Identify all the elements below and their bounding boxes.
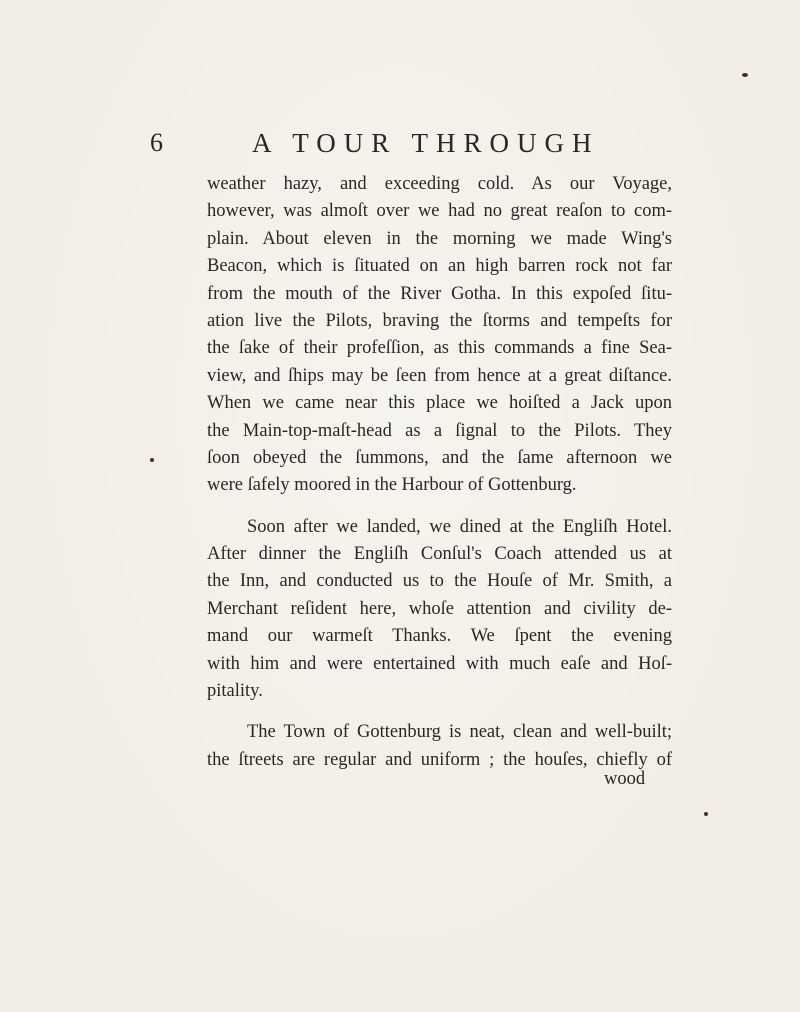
paragraph [207, 514, 672, 706]
paper-speck [704, 812, 708, 816]
text-line: however, was almoſt over we had no great reaſon to com- [207, 201, 672, 222]
text-line: were ſafely moored in the Harbour of Gottenburg. [207, 475, 577, 496]
text-line: ation live the Pilots, braving the ſtorms and tempeſts for [207, 310, 672, 331]
text-line: mand our warmeſt Thanks. We ſpent the evening [207, 626, 672, 647]
text-line: Merchant reſident here, whoſe attention and civility de- [207, 598, 672, 619]
paper-speck [742, 73, 748, 77]
text-line: When we came near this place we hoiſted a Jack upon [207, 393, 672, 414]
body-text [207, 171, 672, 774]
text-line: from the mouth of the River Gotha. In this expoſed ſitu- [207, 283, 672, 304]
paragraph [207, 171, 672, 500]
running-header [150, 128, 670, 168]
text-line: the Main-top-maſt-head as a ſignal to the Pilots. They [207, 420, 672, 441]
text-line: the ſtreets are regular and uniform ; the houſes, chiefly of [207, 749, 672, 770]
text-line: Soon after we landed, we dined at the Engliſh Hotel. [247, 516, 672, 537]
paper-speck [150, 458, 154, 462]
paragraph-gap [207, 500, 672, 514]
text-line: the Inn, and conducted us to the Houſe of Mr. Smith, a [207, 571, 672, 592]
text-line: weather hazy, and exceeding cold. As our Voyage, [207, 174, 672, 194]
text-line: with him and were entertained with much eaſe and Hoſ- [207, 653, 672, 674]
text-line: After dinner the Engliſh Conſul's Coach attended us at [207, 544, 672, 565]
text-line: view, and ſhips may be ſeen from hence at a great diſtance. [207, 365, 672, 386]
running-title: A TOUR THROUGH [252, 128, 600, 158]
paragraph [207, 719, 672, 774]
text-line: the ſake of their profeſſion, as this commands a fine Sea- [207, 338, 672, 359]
page-number: 6 [150, 128, 164, 157]
text-line: plain. About eleven in the morning we made Wing's [207, 228, 672, 249]
text-line: Beacon, which is ſituated on an high barren rock not far [207, 256, 672, 277]
text-line: pitality. [207, 681, 263, 702]
text-line: The Town of Gottenburg is neat, clean and well-built; [247, 722, 672, 743]
paragraph-gap [207, 705, 672, 719]
text-line: ſoon obeyed the ſummons, and the ſame afternoon we [207, 447, 672, 468]
catchword: wood [604, 769, 646, 789]
